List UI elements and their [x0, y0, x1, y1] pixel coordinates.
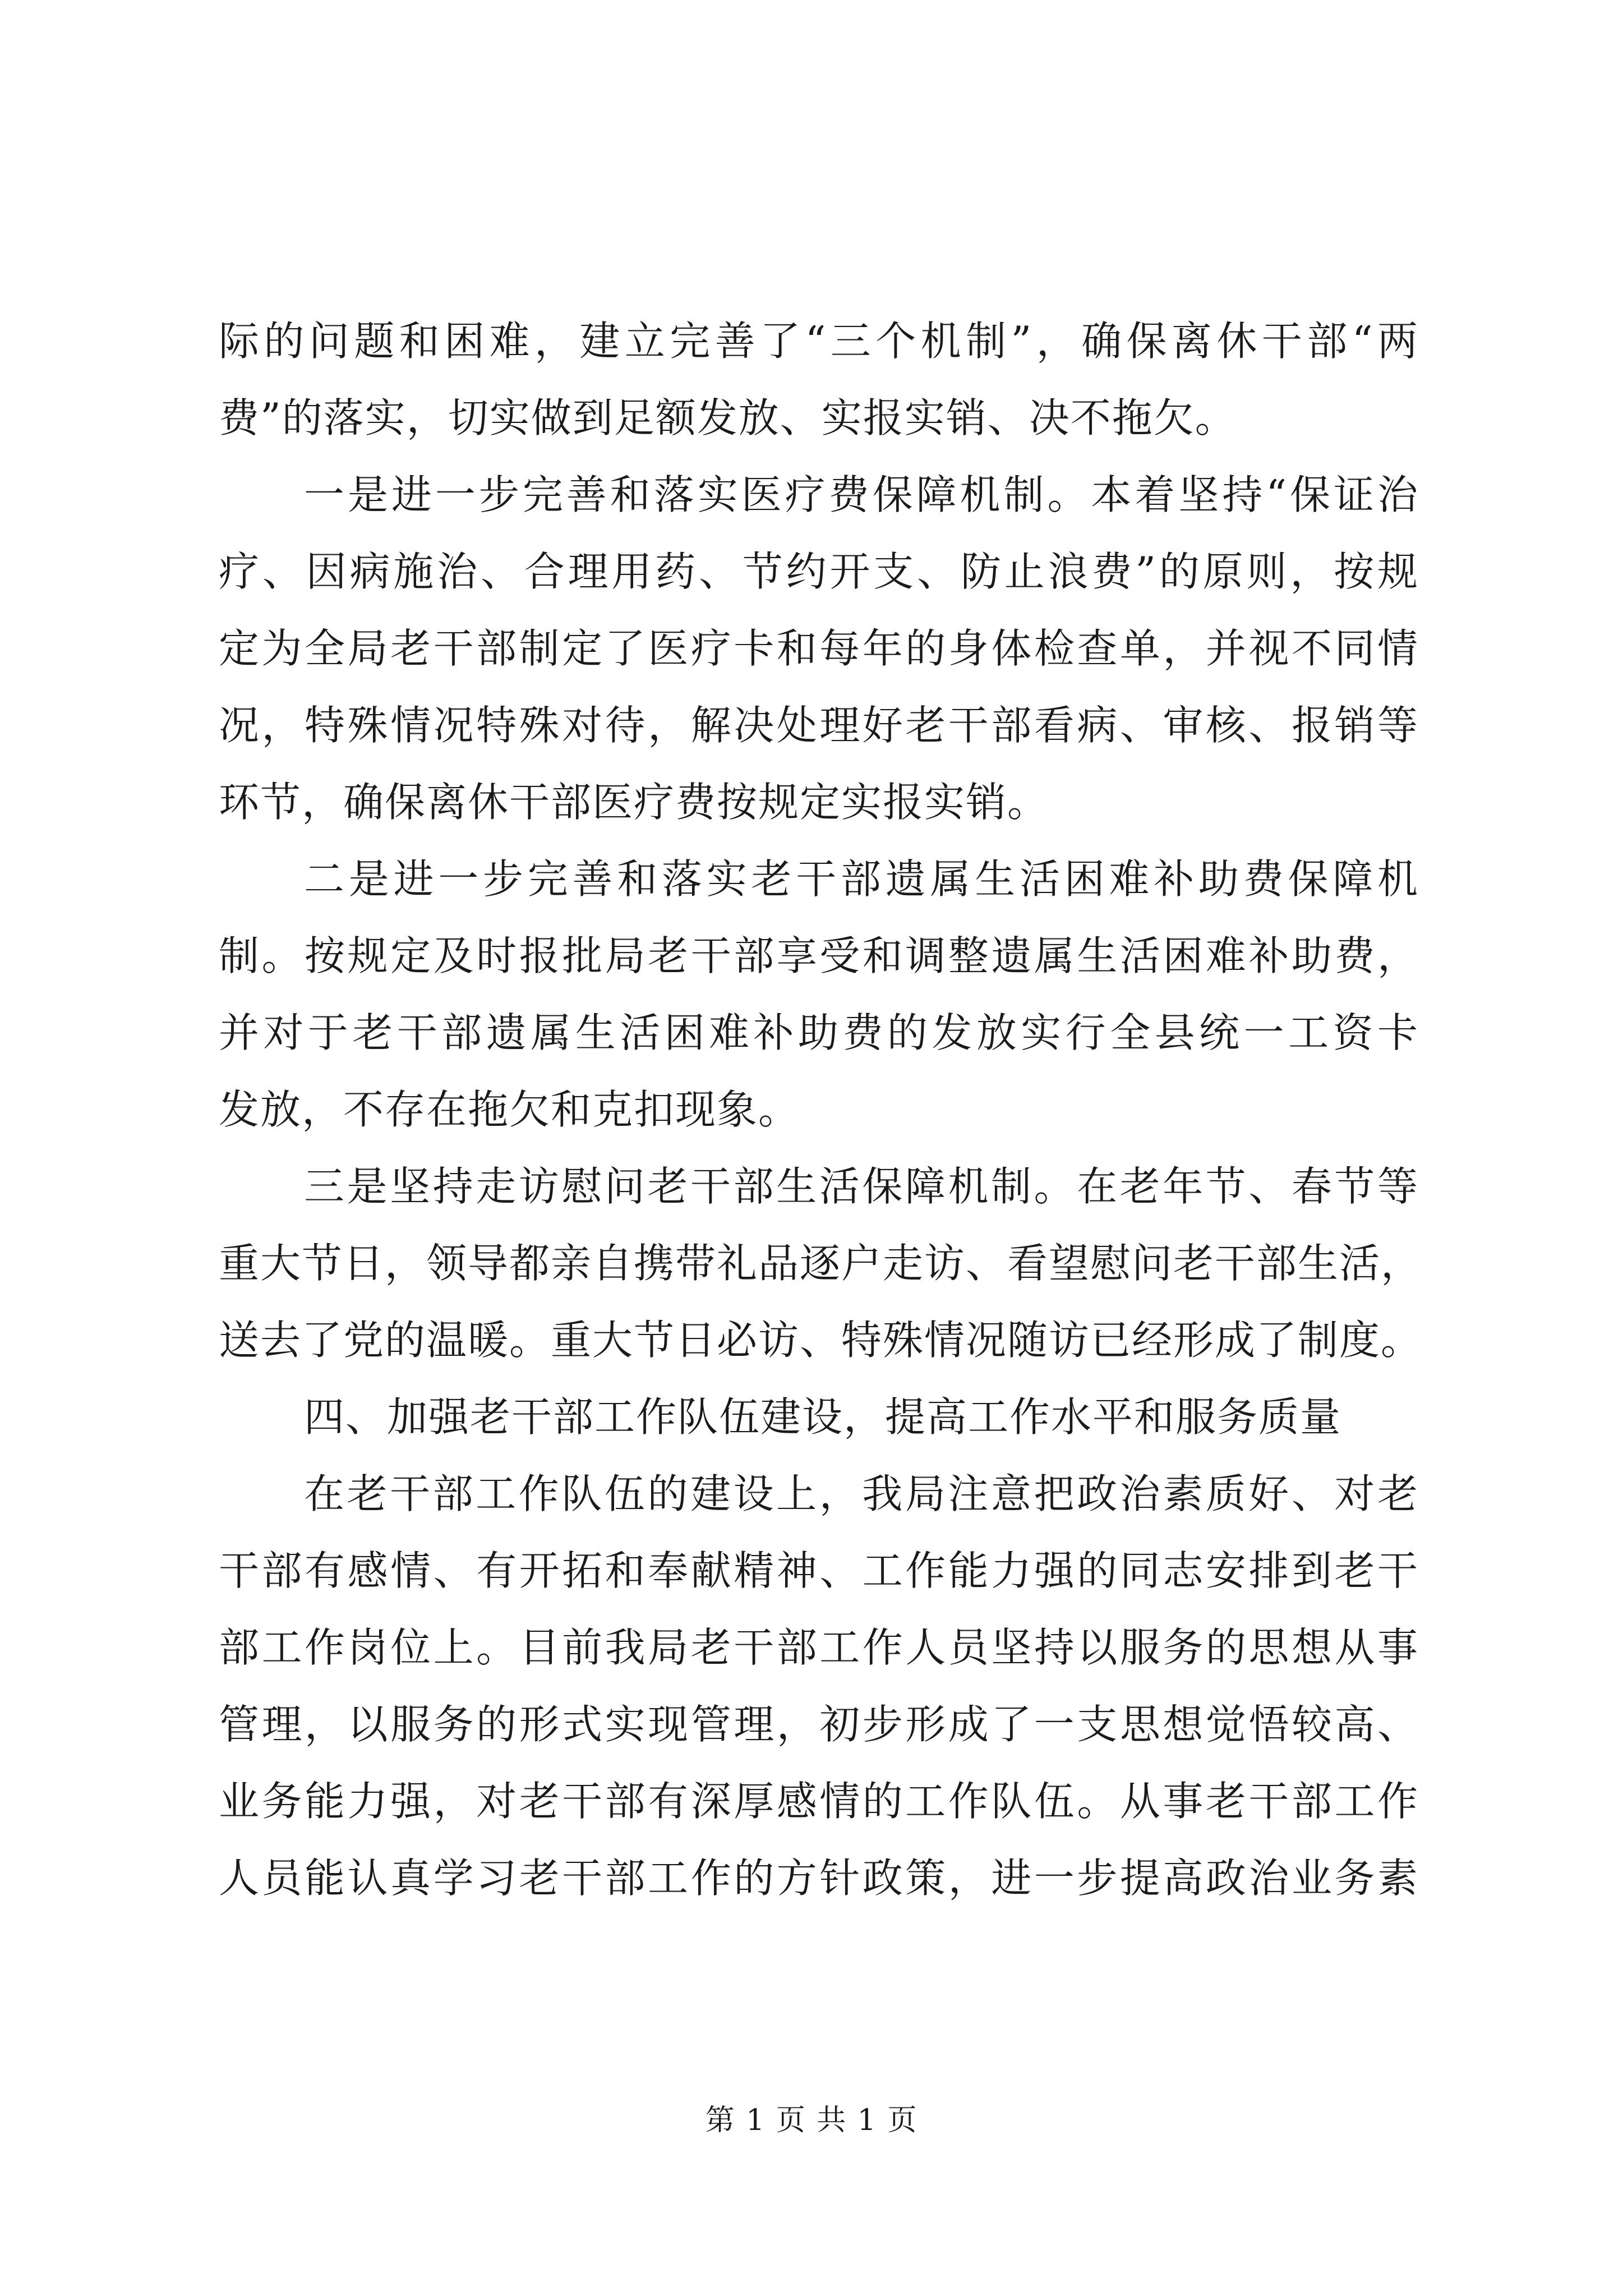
text-line: 际的问题和困难，建立完善了“三个机制”，确保离休干部“两: [219, 318, 1419, 365]
page-footer: 第 1 页 共 1 页: [705, 2104, 918, 2137]
text-line: 人员能认真学习老干部工作的方针政策，进一步提高政治业务素: [219, 1855, 1419, 1902]
text-line: 在老干部工作队伍的建设上，我局注意把政治素质好、对老: [304, 1470, 1419, 1517]
text-line: 二是进一步完善和落实老干部遗属生活困难补助费保障机: [304, 855, 1419, 903]
text-line: 发放，不存在拖欠和克扣现象。: [219, 1086, 800, 1133]
text-line: 管理，以服务的形式实现管理，初步形成了一支思想觉悟较高、: [219, 1701, 1419, 1748]
text-line: 三是坚持走访慰问老干部生活保障机制。在老年节、春节等: [304, 1163, 1419, 1210]
text-line: 定为全局老干部制定了医疗卡和每年的身体检查单，并视不同情: [219, 625, 1419, 672]
text-line: 疗、因病施治、合理用药、节约开支、防止浪费”的原则，按规: [219, 548, 1419, 595]
text-line: 四、加强老干部工作队伍建设，提高工作水平和服务质量: [304, 1393, 1342, 1441]
document-body: [219, 303, 1423, 1917]
text-line: 干部有感情、有开拓和奉献精神、工作能力强的同志安排到老干: [219, 1547, 1419, 1594]
text-line: 业务能力强，对老干部有深厚感情的工作队伍。从事老干部工作: [219, 1778, 1419, 1825]
text-line: 部工作岗位上。目前我局老干部工作人员坚持以服务的思想从事: [219, 1624, 1419, 1671]
text-line: 并对于老干部遗属生活困难补助费的发放实行全县统一工资卡: [219, 1009, 1419, 1056]
text-line: 环节，确保离休干部医疗费按规定实报实销。: [219, 779, 1049, 826]
text-line: 重大节日，领导都亲自携带礼品逐户走访、看望慰问老干部生活，: [219, 1240, 1423, 1287]
text-line: 制。按规定及时报批局老干部享受和调整遗属生活困难补助费，: [219, 932, 1419, 979]
text-line: 送去了党的温暖。重大节日必访、特殊情况随访已经形成了制度。: [219, 1317, 1423, 1364]
text-line: 费”的落实，切实做到足额发放、实报实销、决不拖欠。: [219, 394, 1237, 441]
text-line: 况，特殊情况特殊对待，解决处理好老干部看病、审核、报销等: [219, 702, 1419, 749]
text-line: 一是进一步完善和落实医疗费保障机制。本着坚持“保证治: [304, 471, 1419, 518]
